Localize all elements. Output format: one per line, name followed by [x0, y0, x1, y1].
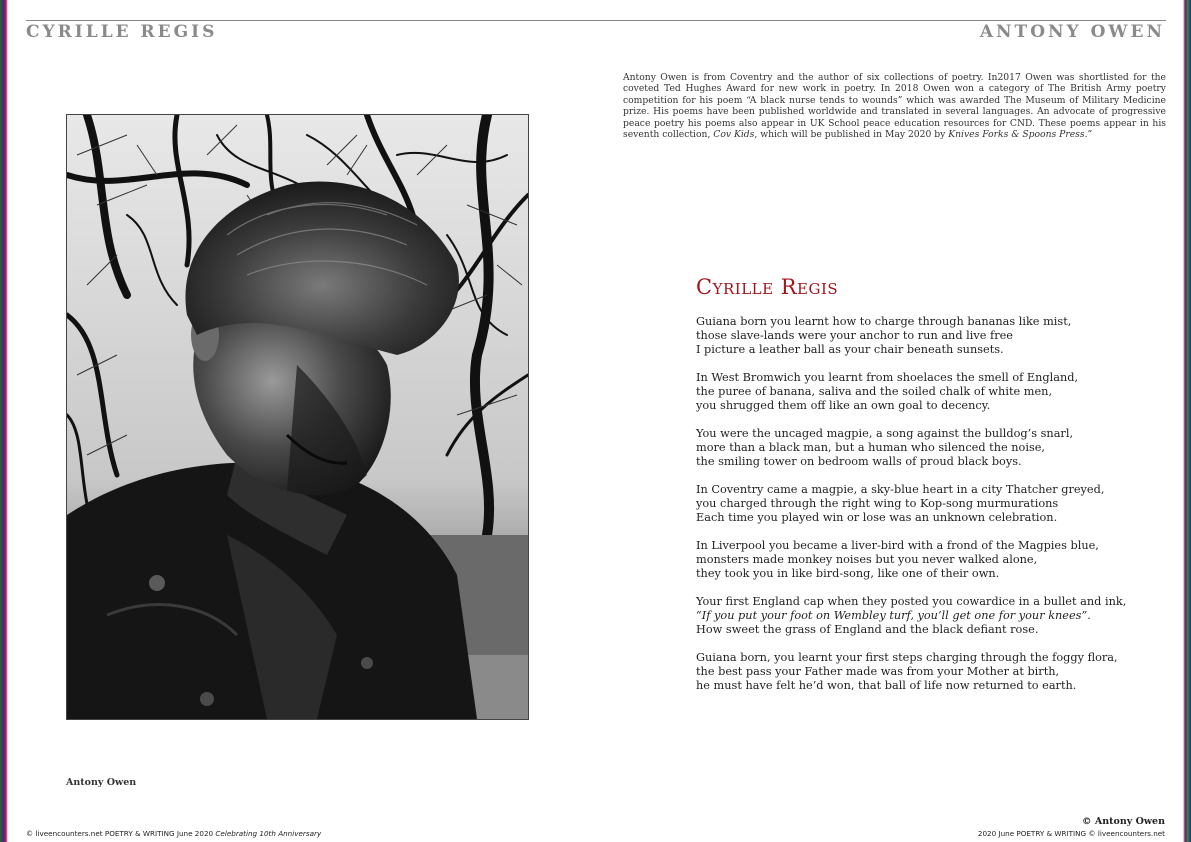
poem-body — [696, 315, 1166, 707]
photo-caption: Antony Owen — [66, 777, 137, 788]
poem-stanza — [696, 371, 1166, 413]
poem-line: How sweet the grass of England and the black defiant rose. — [696, 623, 1039, 636]
footer-left — [26, 829, 321, 838]
poem-title: Cyrille Regis — [696, 275, 839, 299]
poem-line: Your first England cap when they posted you cowardice in a bullet and ink, — [696, 595, 1127, 608]
bio-text: Antony Owen is from Coventry and the author of six collections of poetry. In2017 Owen was shortlisted for the coveted Ted Hughes Award for new work in poetry. In 2018 Owen won a category of The British Army poetry competition for his poem “A black nurse tends to wounds” which was awarded The Museum of Military Medicine prize. His poems have been published worldwide and translated in several languages. An advocate of progressive peace poetry his poems also appear in UK School peace education resources for CND. These poems appear in his seventh collection, — [623, 72, 1166, 141]
poem-stanza — [696, 651, 1166, 693]
author-bio — [623, 72, 1166, 140]
header-poem-title: CYRILLE REGIS — [26, 22, 218, 42]
poem-line: In Coventry came a magpie, a sky-blue heart in a city Thatcher greyed, — [696, 483, 1105, 496]
poem-line: they took you in like bird-song, like one of their own. — [696, 567, 1000, 580]
bio-publisher: Knives Forks & Spoons Press — [948, 129, 1085, 141]
poem-line: the puree of banana, saliva and the soiled chalk of white men, — [696, 385, 1053, 398]
poem-line: monsters made monkey noises but you never walked alone, — [696, 553, 1038, 566]
poem-stanza — [696, 483, 1166, 525]
poem-line: Guiana born you learnt how to charge through bananas like mist, — [696, 315, 1072, 328]
author-photo-illustration — [67, 115, 528, 719]
poem-line: the best pass your Father made was from your Mother at birth, — [696, 665, 1060, 678]
header-author-name: ANTONY OWEN — [979, 22, 1165, 42]
poem-line: more than a black man, but a human who silenced the noise, — [696, 441, 1046, 454]
bio-text-mid: , which will be published in May 2020 by — [754, 129, 949, 141]
poem-line: those slave-lands were your anchor to run and live free — [696, 329, 1013, 342]
poem-line: Guiana born, you learnt your first steps charging through the foggy flora, — [696, 651, 1118, 664]
poem-stanza — [696, 315, 1166, 357]
magazine-page — [8, 0, 1183, 842]
poem-stanza — [696, 595, 1166, 637]
header-rule — [26, 20, 1166, 21]
poem-line: you shrugged them off like an own goal to decency. — [696, 399, 991, 412]
bio-text-end: .” — [1084, 129, 1093, 141]
poem-line: I picture a leather ball as your chair beneath sunsets. — [696, 343, 1004, 356]
poem-line: you charged through the right wing to Kop-song murmurations — [696, 497, 1059, 510]
poem-quote-line: “If you put your foot on Wembley turf, you’ll get one for your knees”. — [696, 609, 1091, 622]
copyright-notice: © Antony Owen — [1082, 816, 1165, 827]
footer-right: 2020 June POETRY & WRITING © liveencounters.net — [977, 829, 1165, 838]
poem-line: In Liverpool you became a liver-bird with a frond of the Magpies blue, — [696, 539, 1099, 552]
poem-line: Each time you played win or lose was an unknown celebration. — [696, 511, 1058, 524]
footer-left-text: © liveencounters.net POETRY & WRITING June 2020 — [26, 829, 216, 838]
poem-line: the smiling tower on bedroom walls of proud black boys. — [696, 455, 1022, 468]
poem-stanza — [696, 427, 1166, 469]
bio-book-title: Cov Kids — [713, 129, 755, 141]
poem-line: In West Bromwich you learnt from shoelaces the smell of England, — [696, 371, 1079, 384]
footer-anniversary: Celebrating 10th Anniversary — [215, 829, 322, 838]
author-photo — [66, 114, 529, 720]
poem-stanza — [696, 539, 1166, 581]
poem-line: he must have felt he’d won, that ball of life now returned to earth. — [696, 679, 1077, 692]
poem-line: You were the uncaged magpie, a song against the bulldog’s snarl, — [696, 427, 1074, 440]
